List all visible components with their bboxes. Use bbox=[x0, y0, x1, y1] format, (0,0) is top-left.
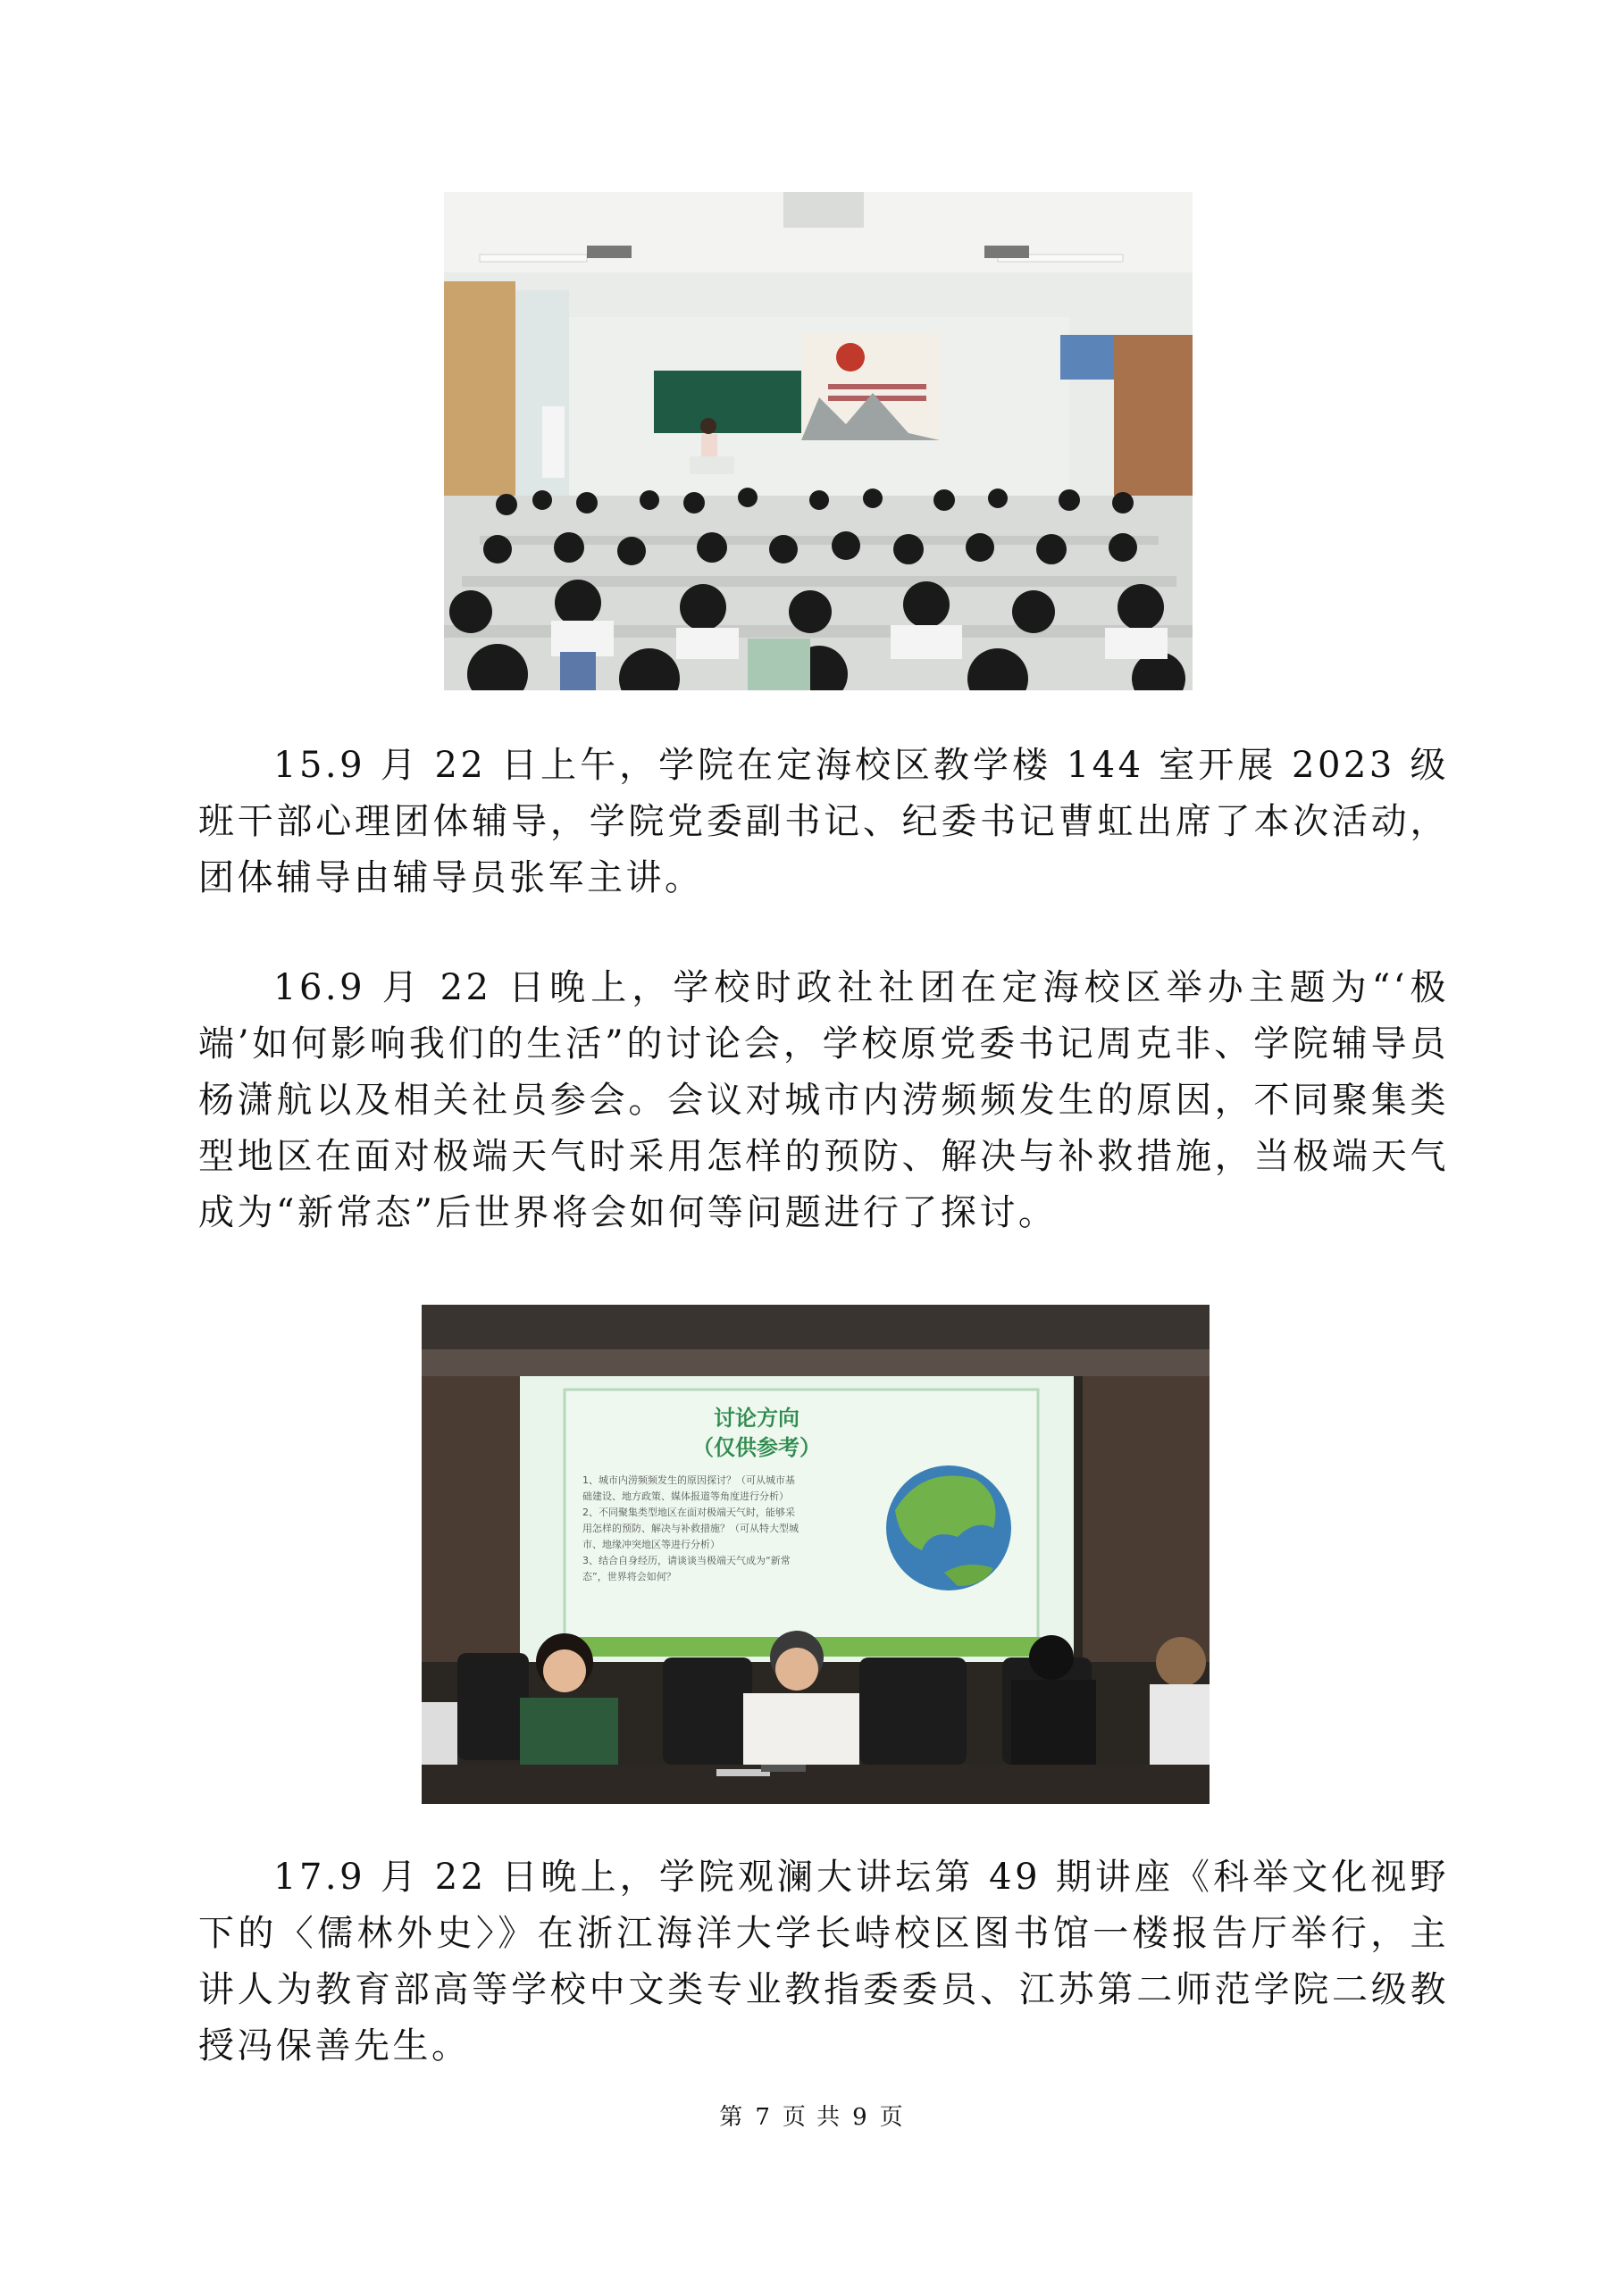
footer-prefix: 第 bbox=[719, 2104, 745, 2131]
footer-current-page: 7 bbox=[755, 2104, 772, 2131]
footer-total-pages: 9 bbox=[852, 2104, 869, 2131]
paragraph-15-text: 15.9 月 22 日上午，学院在定海校区教学楼 144 室开展 2023 级班干部心理团体辅导，学院党委副书记、纪委书记曹虹出席了本次活动，团体辅导由辅导员张军主讲。 bbox=[198, 745, 1449, 898]
slide-line-3: 2、不同聚集类型地区在面对极端天气时，能够采 bbox=[582, 1507, 795, 1518]
slide-line-1: 1、城市内涝频频发生的原因探讨？（可从城市基 bbox=[582, 1474, 795, 1486]
paragraph-16-text: 16.9 月 22 日晚上，学校时政社社团在定海校区举办主题为“‘极端’如何影响我们的生活”的讨论会，学校原党委书记周克非、学院辅导员杨潇航以及相关社员参会。会议对城市内涝频频发生的原因，不同聚集类型地区在面对极端天气时采用怎样的预防、解决与补救措施，当极端天气成为“新常态”后世界将会如何等问题进行了探讨。 bbox=[198, 967, 1449, 1233]
paragraph-16 bbox=[198, 960, 1449, 1241]
seminar-photo bbox=[422, 1305, 1210, 1804]
paragraph-17 bbox=[198, 1849, 1449, 2075]
slide-line-6: 3、结合自身经历，请谈谈当极端天气成为“新常 bbox=[582, 1555, 791, 1566]
footer-suffix: 页 bbox=[879, 2104, 905, 2131]
paragraph-17-text: 17.9 月 22 日晚上，学院观澜大讲坛第 49 期讲座《科举文化视野下的〈儒林外史〉》在浙江海洋大学长峙校区图书馆一楼报告厅举行，主讲人为教育部高等学校中文类专业教指委委员、江苏第二师范学院二级教授冯保善先生。 bbox=[198, 1857, 1449, 2066]
slide-line-2: 础建设、地方政策、媒体报道等角度进行分析） bbox=[582, 1490, 789, 1502]
slide-line-4: 用怎样的预防、解决与补救措施？（可从特大型城 bbox=[582, 1523, 799, 1534]
slide-subtitle: （仅供参考） bbox=[692, 1435, 821, 1460]
page-footer bbox=[0, 2099, 1624, 2132]
classroom-photo bbox=[444, 192, 1193, 690]
slide-line-5: 市、地缘冲突地区等进行分析） bbox=[582, 1539, 720, 1550]
paragraph-15 bbox=[198, 738, 1449, 906]
footer-middle: 页 共 bbox=[782, 2104, 842, 2131]
slide-title: 讨论方向 bbox=[714, 1406, 799, 1431]
slide-line-7: 态”，世界将会如何？ bbox=[582, 1571, 676, 1582]
